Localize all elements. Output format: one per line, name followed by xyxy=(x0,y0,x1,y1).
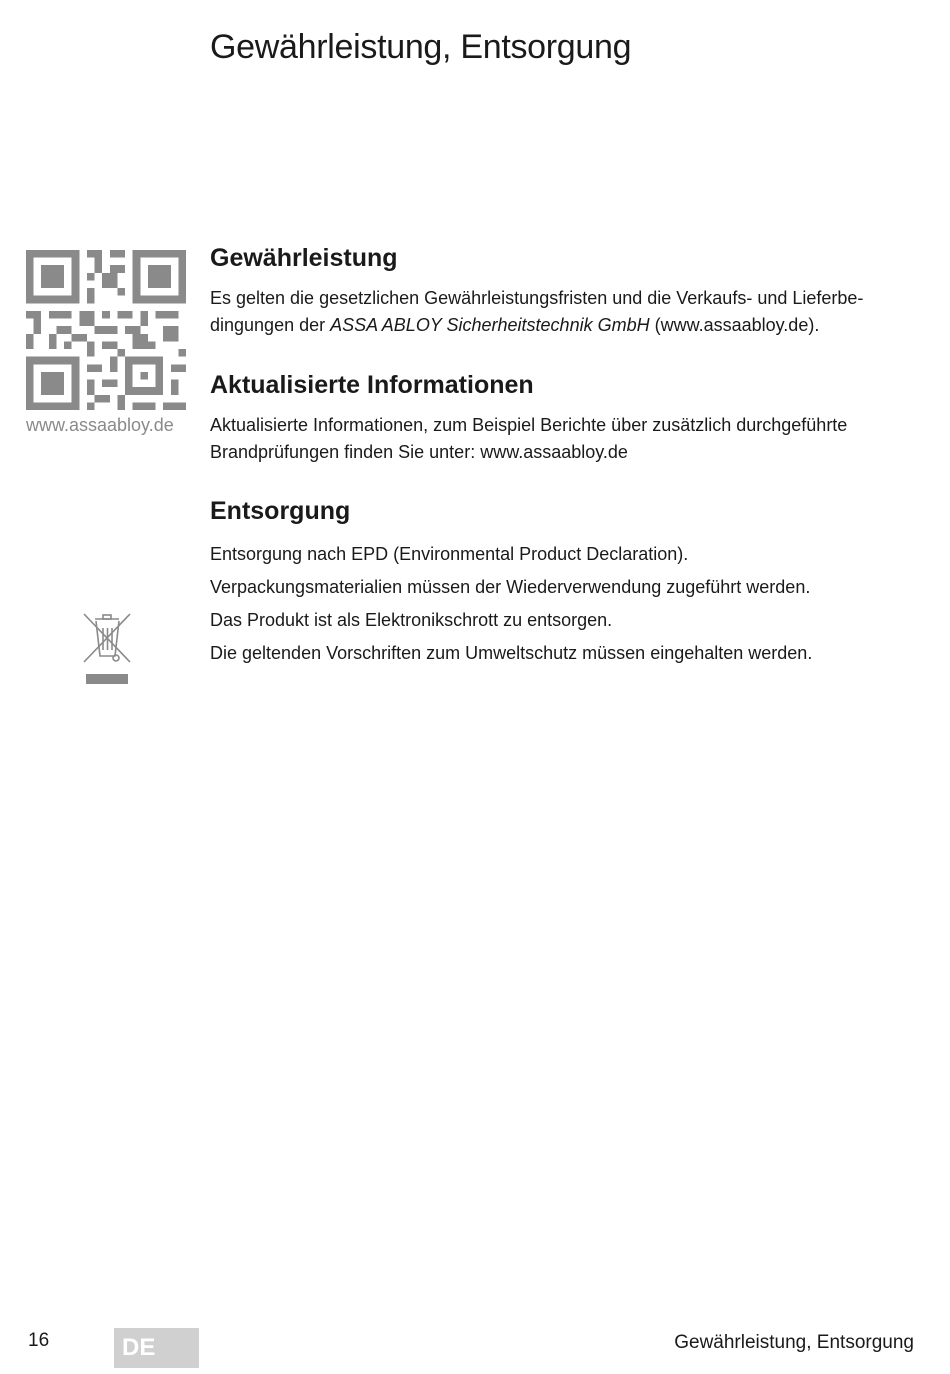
footer-title: Gewährleistung, Entsorgung xyxy=(674,1332,914,1353)
warranty-text-part-1: Es gelten die gesetzlichen Gewährleistungsfristen und die Verkaufs- und Lieferbe-dingungen der xyxy=(210,288,864,335)
section-heading-disposal: Entsorgung xyxy=(210,497,351,525)
disposal-line: Verpackungsmaterialien müssen der Wiederverwendung zugeführt werden. xyxy=(210,577,811,597)
qr-code-icon xyxy=(26,250,186,410)
page-number: 16 xyxy=(28,1330,50,1351)
section-heading-warranty: Gewährleistung xyxy=(210,244,398,272)
warranty-text-part-2: (www.assaabloy.de). xyxy=(649,315,820,335)
company-name: ASSA ABLOY Sicherheitstechnik GmbH xyxy=(330,315,650,335)
page-title: Gewährleistung, Entsorgung xyxy=(210,28,632,66)
updates-text: Aktualisierte Informationen, zum Beispiel Berichte über zusätzlich durchgeführte Brandprüfungen finden Sie unter: www.assaabloy.de xyxy=(210,415,848,462)
section-updates xyxy=(210,371,920,466)
disposal-line: Das Produkt ist als Elektronikschrott zu entsorgen. xyxy=(210,610,613,630)
crossed-out-wheelie-bin-icon xyxy=(80,610,134,688)
section-disposal xyxy=(210,497,812,670)
disposal-line: Die geltenden Vorschriften zum Umweltschutz müssen eingehalten werden. xyxy=(210,643,813,663)
section-heading-updates: Aktualisierte Informationen xyxy=(210,371,534,399)
section-warranty xyxy=(210,244,920,339)
warranty-text xyxy=(210,285,920,339)
language-badge: DE xyxy=(114,1328,199,1368)
qr-caption: www.assaabloy.de xyxy=(26,415,174,435)
disposal-line: Entsorgung nach EPD (Environmental Product Declaration). xyxy=(210,544,689,564)
